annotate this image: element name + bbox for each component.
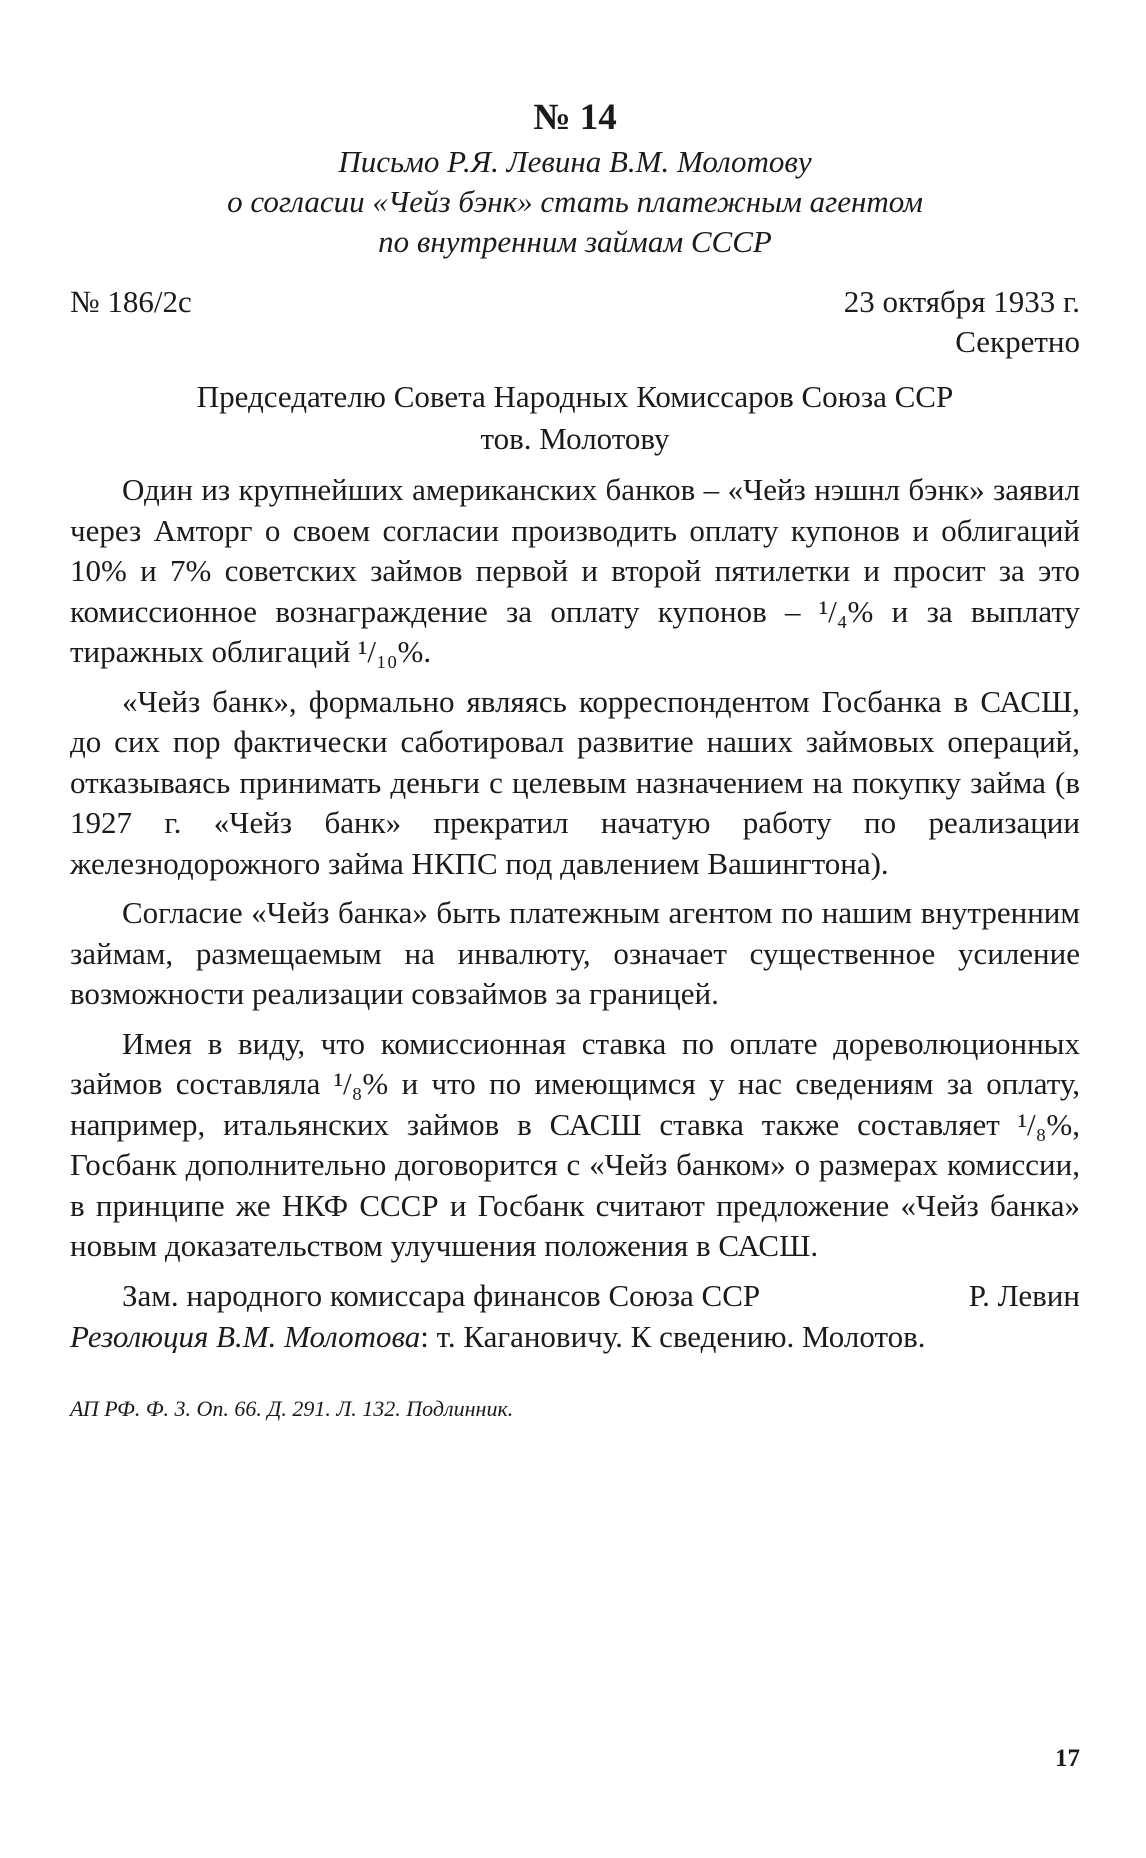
registration-number: № 186/2с bbox=[70, 284, 192, 319]
document-number: № 14 bbox=[533, 97, 617, 138]
letter-body bbox=[70, 470, 1080, 1267]
paragraph: Один из крупнейших американских банков – «Чейз нэшнл бэнк» заявил через Амторг о своем согласии производить оплату купонов и облигаций 10% и 7% советских займов первой и второй пятилетки и просит за это комиссионное вознаграждение за оплату купонов – ¹/₄% и за выплату тиражных облигаций ¹/₁₀%. bbox=[70, 472, 1080, 669]
resolution bbox=[70, 1316, 1080, 1358]
resolution-label: Резолюция В.М. Молотова bbox=[70, 1318, 421, 1354]
signature-title: Зам. народного комиссара финансов Союза ССР bbox=[122, 1277, 761, 1313]
paragraph: Согласие «Чейз банка» быть платежным агентом по нашим внутренним займам, размещаемым на инвалюту, означает существенное усиление возможности реализации совзаймов за границей. bbox=[70, 895, 1080, 1011]
paragraph: Имея в виду, что комиссионная ставка по оплате дореволюционных займов составляла ¹/₈% и что по имеющимся у нас сведениям за оплату, например, итальянских займов в САСШ ставка также составляет ¹/₈%, Госбанк дополнительно договорится с «Чейз банком» о размерах комиссии, в принципе же НКФ СССР и Госбанк считают предложение «Чейз банка» новым доказательством улучшения положения в САСШ. bbox=[70, 1025, 1080, 1263]
resolution-text: : т. Кагановичу. К сведению. Молотов. bbox=[420, 1318, 926, 1354]
document-page bbox=[70, 70, 1080, 1830]
page-number: 17 bbox=[1055, 1745, 1080, 1772]
classification-stamp: Секретно bbox=[955, 324, 1080, 359]
addressee bbox=[70, 376, 1080, 460]
heading-line: Письмо Р.Я. Левина В.М. Молотову bbox=[338, 144, 812, 179]
archival-source: АП РФ. Ф. 3. Оп. 66. Д. 291. Л. 132. Подлинник. bbox=[70, 1395, 514, 1421]
document-meta bbox=[70, 282, 1080, 322]
heading-line: по внутренним займам СССР bbox=[378, 224, 772, 259]
document-date: 23 октября 1933 г. bbox=[843, 284, 1080, 319]
signature-block bbox=[70, 1276, 1080, 1316]
addressee-line: Председателю Совета Народных Комиссаров Союза ССР bbox=[196, 379, 954, 414]
signature-name: Р. Левин bbox=[968, 1277, 1080, 1313]
heading-line: о согласии «Чейз бэнк» стать платежным агентом bbox=[227, 184, 923, 219]
document-heading bbox=[70, 142, 1080, 262]
addressee-line: тов. Молотову bbox=[480, 421, 670, 456]
paragraph: «Чейз банк», формально являясь корреспондентом Госбанка в САСШ, до сих пор фактически саботировал развитие наших займовых операций, отказываясь принимать деньги с целевым назначением на покупку займа (в 1927 г. «Чейз банк» прекратил начатую работу по реализации железнодорожного займа НКПС под давлением Вашингтона). bbox=[70, 683, 1080, 881]
